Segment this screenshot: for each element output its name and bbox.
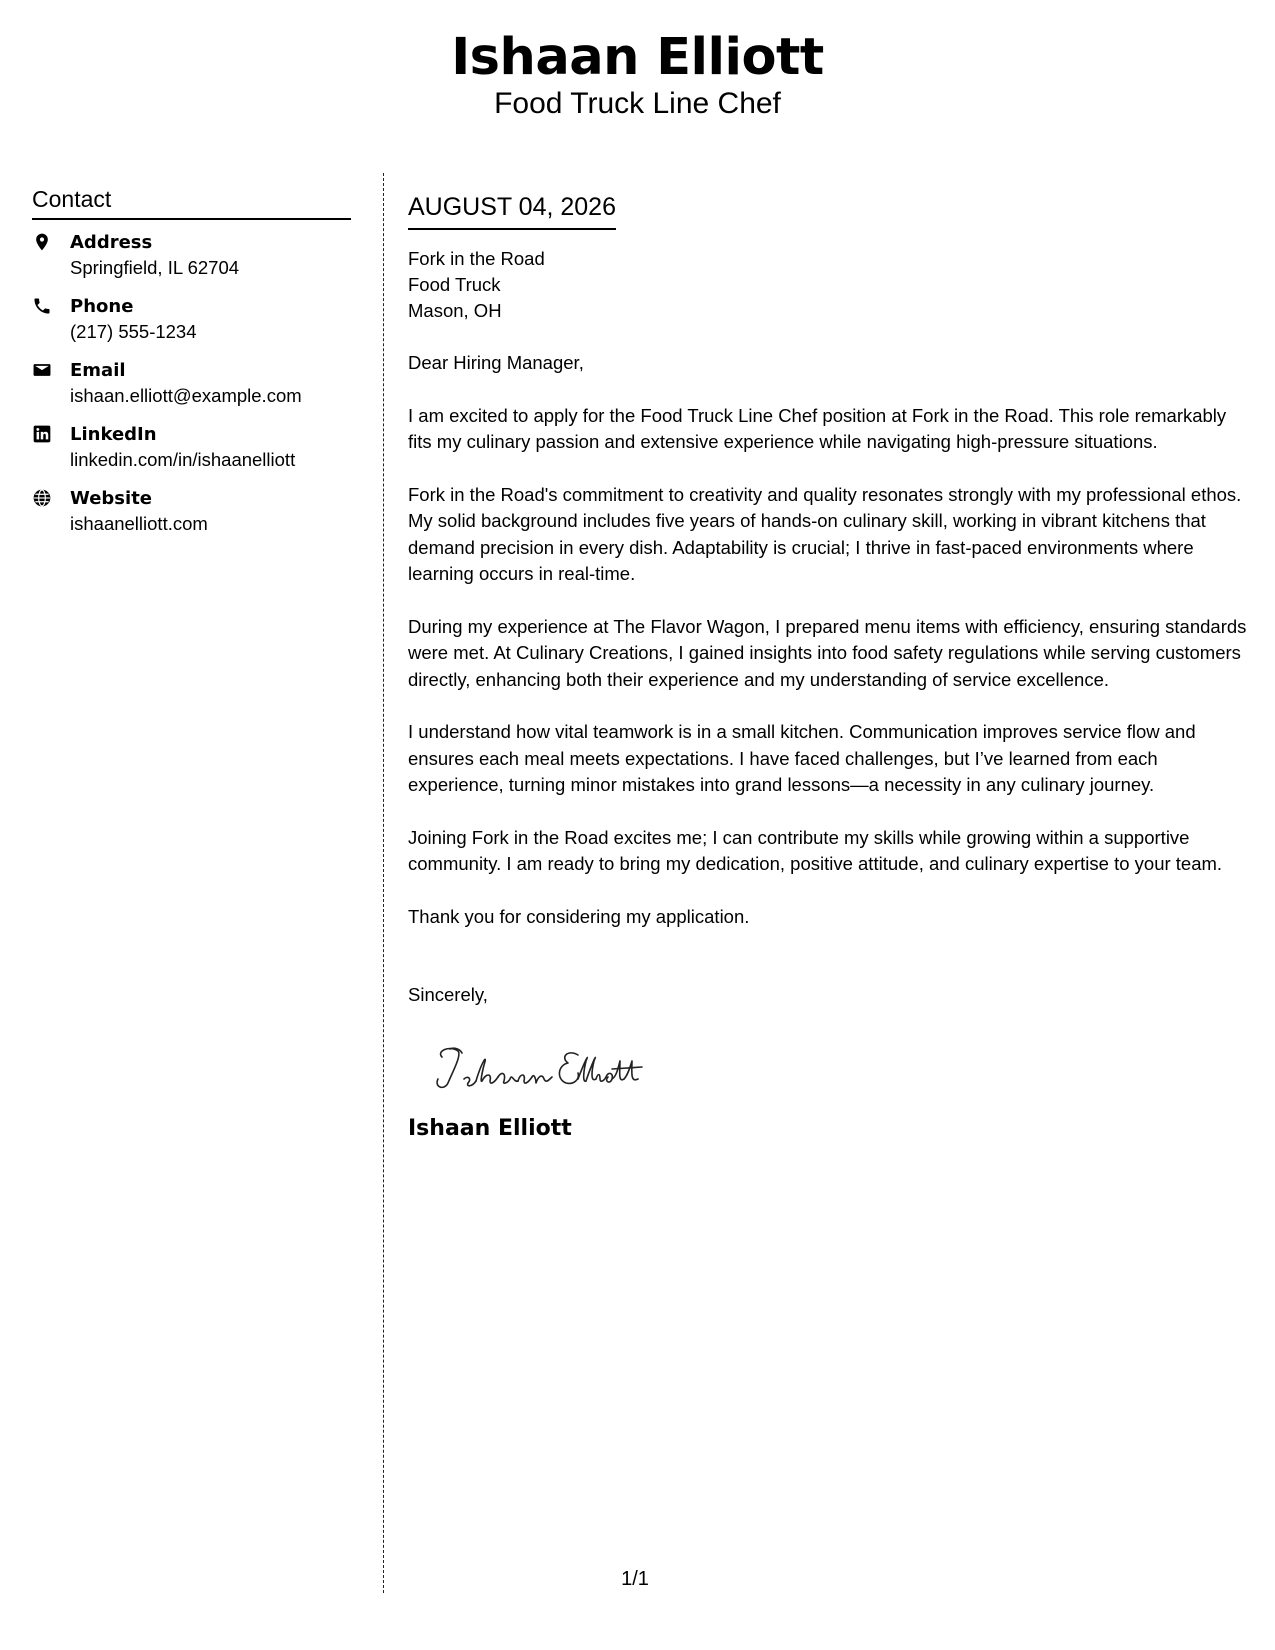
contact-label: Address bbox=[70, 231, 153, 253]
letter-body bbox=[408, 192, 1248, 1143]
letter-date: AUGUST 04, 2026 bbox=[408, 192, 616, 230]
phone-value: (217) 555-1234 bbox=[70, 320, 197, 342]
contact-item-linkedin bbox=[32, 422, 351, 472]
contact-label: Phone bbox=[70, 295, 134, 317]
email-value: ishaan.elliott@example.com bbox=[70, 384, 302, 406]
letter-paragraph: Thank you for considering my application. bbox=[408, 905, 750, 927]
contact-title: Contact bbox=[32, 186, 351, 220]
globe-icon bbox=[32, 486, 70, 510]
envelope-icon bbox=[32, 358, 70, 382]
column-divider bbox=[383, 173, 384, 1593]
contact-item-email bbox=[32, 358, 351, 408]
contact-label: Email bbox=[70, 359, 126, 381]
page-number: 1/1 bbox=[621, 1568, 649, 1590]
letter-paragraph: I understand how vital teamwork is in a small kitchen. Communication improves service flow and ensures each meal meets expectations. I have faced challenges, but I’ve learned from each experience, turning minor mistakes into grand lessons—a necessity in any culinary journey. bbox=[408, 721, 1196, 795]
letter-paragraph: I am excited to apply for the Food Truck Line Chef position at Fork in the Road. This role remarkably fits my culinary passion and extensive experience while navigating high-pressure situations. bbox=[408, 404, 1227, 452]
recipient-location: Mason, OH bbox=[408, 300, 502, 321]
contact-item-website bbox=[32, 486, 351, 536]
address-value: Springfield, IL 62704 bbox=[70, 256, 240, 278]
website-value: ishaanelliott.com bbox=[70, 512, 208, 534]
contact-label: Website bbox=[70, 487, 153, 509]
map-pin-icon bbox=[32, 230, 70, 254]
signed-name: Ishaan Elliott bbox=[408, 1115, 572, 1141]
contact-list bbox=[32, 230, 351, 536]
contact-item-address bbox=[32, 230, 351, 280]
recipient-block bbox=[408, 246, 1248, 324]
letter-paragraph: Fork in the Road's commitment to creativity and quality resonates strongly with my professional ethos. My solid background includes five years of hands-on culinary skill, working in vibrant kitchens that demand precision in every dish. Adaptability is crucial; I thrive in fast-paced environments where learning occurs in real-time. bbox=[408, 483, 1242, 584]
linkedin-value: linkedin.com/in/ishaanelliott bbox=[70, 448, 296, 470]
contact-item-phone bbox=[32, 294, 351, 344]
handwritten-signature bbox=[428, 1039, 1248, 1095]
phone-icon bbox=[32, 294, 70, 318]
applicant-name: Ishaan Elliott bbox=[451, 28, 824, 87]
recipient-company: Fork in the Road bbox=[408, 248, 545, 269]
recipient-department: Food Truck bbox=[408, 274, 501, 295]
contact-sidebar bbox=[32, 186, 351, 550]
letter-paragraph: During my experience at The Flavor Wagon, I prepared menu items with efficiency, ensuring standards were met. At Culinary Creations, I gained insights into food safety regulations while serving customers directly, enhancing both their experience and my understanding of service excellence. bbox=[408, 615, 1247, 690]
linkedin-icon bbox=[32, 422, 70, 446]
applicant-role: Food Truck Line Chef bbox=[494, 87, 781, 121]
letter-header bbox=[0, 30, 1275, 122]
salutation: Dear Hiring Manager, bbox=[408, 352, 584, 373]
letter-paragraph: Joining Fork in the Road excites me; I can contribute my skills while growing within a supportive community. I am ready to bring my dedication, positive attitude, and culinary expertise to your team. bbox=[408, 826, 1223, 874]
contact-label: LinkedIn bbox=[70, 423, 157, 445]
closing: Sincerely, bbox=[408, 984, 488, 1005]
